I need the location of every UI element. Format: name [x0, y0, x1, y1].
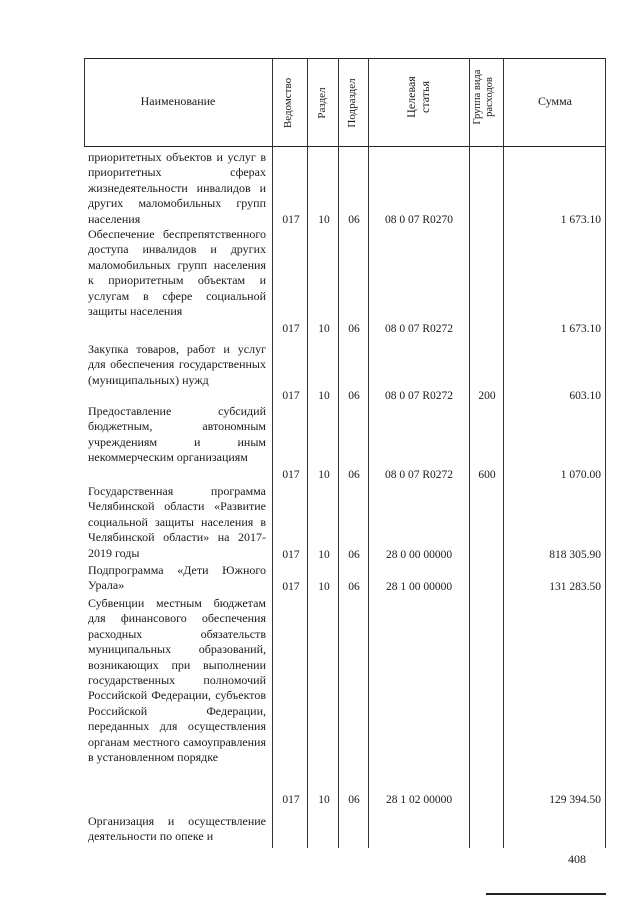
row-amount: 129 394.50 — [549, 794, 601, 806]
row-amount: 818 305.90 — [549, 549, 601, 561]
row-department: 017 — [282, 549, 300, 561]
row-section: 10 — [318, 581, 330, 593]
header-amount: Сумма — [538, 94, 572, 108]
header-section: Раздел — [316, 87, 328, 119]
row-department: 017 — [282, 214, 300, 226]
row-name: приоритетных объектов и услуг в приоритетных сферах жизнедеятельности инвалидов и других маломобильных групп населения — [88, 150, 266, 226]
row-target-article: 08 0 07 R0272 — [384, 469, 454, 481]
row-section: 10 — [318, 469, 330, 481]
row-department: 017 — [282, 469, 300, 481]
row-department: 017 — [282, 794, 300, 806]
row-section: 10 — [318, 390, 330, 402]
row-amount: 131 283.50 — [549, 581, 601, 593]
row-subsection: 06 — [348, 549, 360, 561]
row-amount: 603.10 — [569, 390, 601, 402]
row-name: Государственная программа Челябинской области «Развитие социальной защиты населения в Челябинской области» на 2017-2019 годы — [88, 484, 266, 560]
row-section: 10 — [318, 549, 330, 561]
row-amount: 1 070.00 — [560, 469, 601, 481]
row-subsection: 06 — [348, 214, 360, 226]
row-subsection: 06 — [348, 390, 360, 402]
row-name: Предоставление субсидий бюджетным, автономным учреждениям и иным некоммерческим организациям — [88, 404, 266, 465]
col-sep-left — [84, 58, 85, 147]
row-expense-group: 200 — [478, 390, 496, 402]
row-target-article: 28 1 02 00000 — [385, 794, 453, 806]
row-target-article: 08 0 07 R0272 — [384, 390, 454, 402]
col-sep-right — [605, 58, 606, 848]
row-name: Закупка товаров, работ и услуг для обеспечения государственных (муниципальных) нужд — [88, 342, 266, 387]
header-subsection: Подраздел — [346, 78, 358, 128]
row-target-article: 08 0 07 R0270 — [384, 214, 454, 226]
col-sep-cel — [469, 58, 470, 848]
header-name: Наименование — [140, 94, 216, 108]
row-department: 017 — [282, 581, 300, 593]
footer-rule — [486, 893, 606, 895]
row-subsection: 06 — [348, 581, 360, 593]
row-department: 017 — [282, 323, 300, 335]
row-section: 10 — [318, 214, 330, 226]
row-target-article: 28 1 00 00000 — [385, 581, 453, 593]
row-target-article: 28 0 00 00000 — [385, 549, 453, 561]
row-name: Подпрограмма «Дети Южного Урала» — [88, 563, 266, 593]
col-sep-ved — [307, 58, 308, 848]
header-department: Ведомство — [282, 77, 294, 129]
row-subsection: 06 — [348, 469, 360, 481]
header-target-article: Целевая статья — [404, 76, 432, 118]
row-expense-group: 600 — [478, 469, 496, 481]
row-name: Обеспечение беспрепятственного доступа инвалидов и других маломобильных групп населения к приоритетным объектам и услугам в сфере социальной защиты населения — [88, 227, 266, 319]
row-subsection: 06 — [348, 794, 360, 806]
row-section: 10 — [318, 323, 330, 335]
row-name: Субвенции местным бюджетам для финансового обеспечения расходных обязательств муниципальных образований, возникающих при выполнении государственных полномочий Российской Федерации, субъектов Российской Федерации, переданных для осуществления органам местного самоуправления в установленном порядке — [88, 596, 266, 765]
col-sep-grp — [503, 58, 504, 848]
row-subsection: 06 — [348, 323, 360, 335]
header-expense-type-group: Группа вида расходов — [472, 69, 495, 125]
col-sep-razdel — [338, 58, 339, 848]
row-amount: 1 673.10 — [560, 323, 601, 335]
row-target-article: 08 0 07 R0272 — [384, 323, 454, 335]
header-top-rule — [84, 58, 606, 59]
row-name: Организация и осуществление деятельности по опеке и — [88, 814, 266, 844]
col-sep-name — [272, 58, 273, 848]
row-amount: 1 673.10 — [560, 214, 601, 226]
header-bottom-rule — [84, 146, 606, 147]
page-number: 408 — [568, 852, 586, 866]
row-department: 017 — [282, 390, 300, 402]
row-section: 10 — [318, 794, 330, 806]
col-sep-podrazdel — [368, 58, 369, 848]
